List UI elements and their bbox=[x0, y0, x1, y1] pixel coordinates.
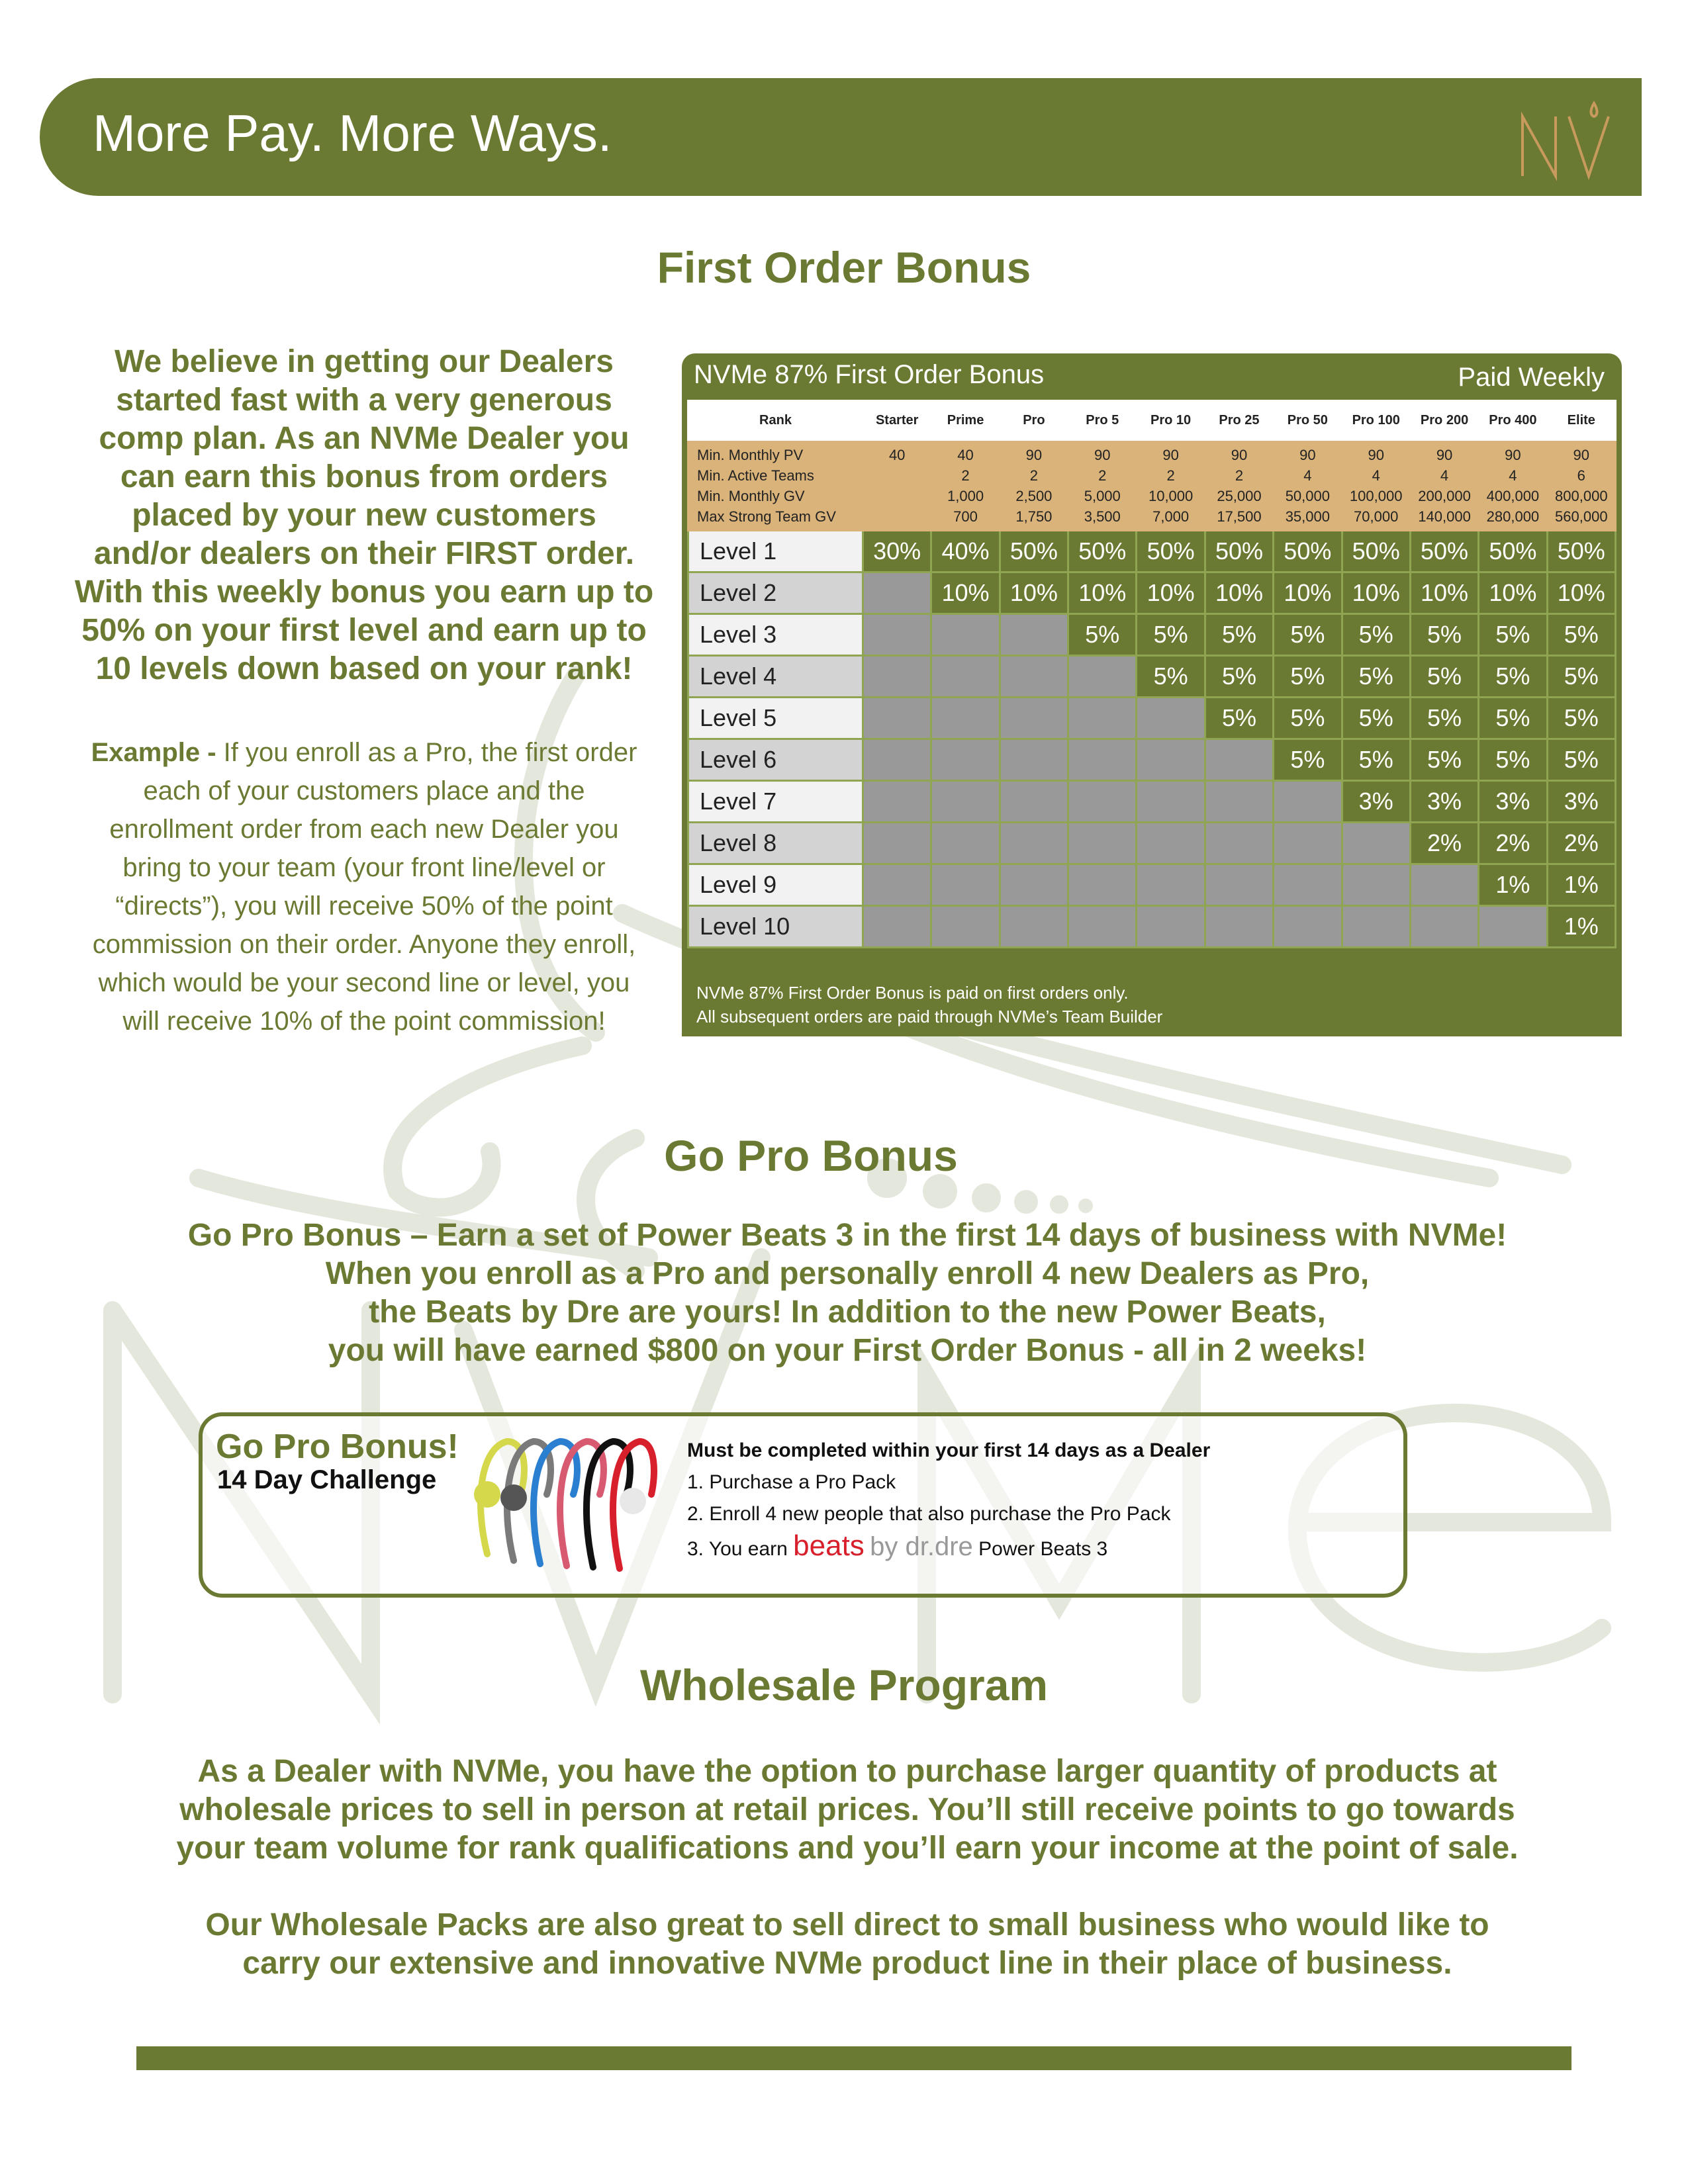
nv-logo-icon bbox=[1516, 90, 1615, 183]
first-order-title: First Order Bonus bbox=[657, 243, 1031, 292]
empty-cell bbox=[1205, 823, 1273, 864]
bonus-percent-cell: 2% bbox=[1410, 823, 1478, 864]
level-label: Level 2 bbox=[688, 572, 863, 614]
bonus-percent-cell: 2% bbox=[1479, 823, 1547, 864]
empty-cell bbox=[1068, 656, 1137, 698]
empty-cell bbox=[931, 906, 1000, 948]
table-footer-line: NVMe 87% First Order Bonus is paid on first orders only. bbox=[696, 983, 1129, 1003]
first-order-bonus-table bbox=[682, 353, 1622, 1036]
requirements-row bbox=[688, 440, 1616, 531]
level-label: Level 4 bbox=[688, 656, 863, 698]
rank-column-header: Prime bbox=[931, 401, 1000, 440]
requirement-value: 4 bbox=[1509, 467, 1517, 484]
intro-line: We believe in getting our Dealers bbox=[115, 344, 614, 379]
empty-cell bbox=[1410, 906, 1478, 948]
bonus-percent-cell: 5% bbox=[1274, 739, 1342, 781]
empty-cell bbox=[1068, 781, 1137, 823]
example-line: each of your customers place and the bbox=[143, 776, 585, 805]
wholesale-line: As a Dealer with NVMe, you have the option to purchase larger quantity of products at bbox=[197, 1754, 1497, 1789]
challenge-step: 2. Enroll 4 new people that also purchase the Pro Pack bbox=[687, 1503, 1171, 1525]
bonus-percent-cell: 50% bbox=[1547, 531, 1615, 572]
bonus-percent-cell: 5% bbox=[1479, 656, 1547, 698]
requirement-label: Min. Active Teams bbox=[697, 467, 814, 484]
beats-logo: beats bbox=[793, 1529, 865, 1562]
requirement-value: 2,500 bbox=[1015, 488, 1053, 504]
empty-cell bbox=[1274, 864, 1342, 906]
empty-cell bbox=[931, 698, 1000, 739]
level-label: Level 8 bbox=[688, 823, 863, 864]
rank-header-row bbox=[688, 401, 1616, 440]
rank-column-header: Pro 400 bbox=[1479, 401, 1547, 440]
empty-cell bbox=[863, 823, 931, 864]
requirement-label: Min. Monthly GV bbox=[697, 488, 805, 504]
requirement-values bbox=[1479, 440, 1547, 531]
empty-cell bbox=[863, 781, 931, 823]
bonus-percent-cell: 5% bbox=[1547, 656, 1615, 698]
empty-cell bbox=[1205, 906, 1273, 948]
beats-by-dre-logo: by dr.dre bbox=[870, 1532, 973, 1561]
requirement-value: 2 bbox=[1166, 467, 1175, 484]
example-label: Example - bbox=[91, 738, 216, 767]
bonus-percent-cell: 10% bbox=[1410, 572, 1478, 614]
level-label: Level 9 bbox=[688, 864, 863, 906]
step3-suffix: Power Beats 3 bbox=[972, 1538, 1108, 1560]
requirement-value: 6 bbox=[1577, 467, 1585, 484]
empty-cell bbox=[1205, 781, 1273, 823]
empty-cell bbox=[863, 614, 931, 656]
bonus-percent-cell: 5% bbox=[1205, 614, 1273, 656]
table-footer bbox=[696, 981, 1162, 1028]
requirement-value: 25,000 bbox=[1217, 488, 1262, 504]
level-label: Level 10 bbox=[688, 906, 863, 948]
empty-cell bbox=[1342, 823, 1410, 864]
example-line: bring to your team (your front line/level or bbox=[122, 853, 606, 882]
example-line: which would be your second line or level, you bbox=[98, 968, 630, 997]
bonus-percent-cell: 30% bbox=[863, 531, 931, 572]
requirement-values bbox=[1342, 440, 1410, 531]
requirement-value: 2 bbox=[961, 467, 970, 484]
requirement-value: 90 bbox=[1162, 447, 1179, 463]
empty-cell bbox=[1342, 864, 1410, 906]
empty-cell bbox=[1137, 906, 1205, 948]
empty-cell bbox=[1068, 864, 1137, 906]
bonus-grid bbox=[687, 400, 1617, 948]
requirement-values bbox=[863, 440, 931, 531]
example-line: commission on their order. Anyone they enroll, bbox=[92, 930, 636, 959]
bonus-percent-cell: 10% bbox=[1068, 572, 1137, 614]
bonus-percent-cell: 10% bbox=[1547, 572, 1615, 614]
requirement-values bbox=[1547, 440, 1615, 531]
challenge-heading: Must be completed within your first 14 days as a Dealer bbox=[687, 1439, 1211, 1461]
requirement-value: 40 bbox=[957, 447, 974, 463]
bonus-percent-cell: 5% bbox=[1410, 614, 1478, 656]
empty-cell bbox=[931, 823, 1000, 864]
rank-column-header: Elite bbox=[1547, 401, 1615, 440]
bonus-percent-cell: 50% bbox=[1274, 531, 1342, 572]
empty-cell bbox=[1342, 906, 1410, 948]
bonus-percent-cell: 5% bbox=[1342, 614, 1410, 656]
level-label: Level 7 bbox=[688, 781, 863, 823]
requirement-value: 17,500 bbox=[1217, 508, 1262, 525]
empty-cell bbox=[1068, 823, 1137, 864]
level-label: Level 1 bbox=[688, 531, 863, 572]
rank-column-header: Pro 100 bbox=[1342, 401, 1410, 440]
requirement-value: 2 bbox=[1029, 467, 1039, 484]
empty-cell bbox=[1410, 864, 1478, 906]
empty-cell bbox=[863, 739, 931, 781]
bonus-percent-cell: 5% bbox=[1137, 656, 1205, 698]
bonus-percent-cell: 5% bbox=[1479, 739, 1547, 781]
bonus-percent-cell: 5% bbox=[1342, 656, 1410, 698]
level-row bbox=[688, 698, 1616, 739]
empty-cell bbox=[1274, 781, 1342, 823]
requirement-value: 10,000 bbox=[1148, 488, 1194, 504]
empty-cell bbox=[1000, 656, 1068, 698]
requirement-value: 90 bbox=[1436, 447, 1453, 463]
requirement-label: Min. Monthly PV bbox=[697, 447, 804, 463]
level-row bbox=[688, 906, 1616, 948]
bonus-percent-cell: 10% bbox=[1137, 572, 1205, 614]
example-line: “directs”), you will receive 50% of the point bbox=[115, 891, 613, 921]
requirement-values bbox=[1068, 440, 1137, 531]
requirement-value bbox=[864, 465, 930, 486]
requirement-value: 90 bbox=[1025, 447, 1043, 463]
bonus-percent-cell: 2% bbox=[1547, 823, 1615, 864]
empty-cell bbox=[1000, 614, 1068, 656]
empty-cell bbox=[863, 906, 931, 948]
bonus-percent-cell: 5% bbox=[1137, 614, 1205, 656]
empty-cell bbox=[1137, 823, 1205, 864]
bonus-percent-cell: 5% bbox=[1342, 739, 1410, 781]
empty-cell bbox=[1068, 739, 1137, 781]
bonus-percent-cell: 5% bbox=[1205, 656, 1273, 698]
bonus-percent-cell: 5% bbox=[1479, 614, 1547, 656]
requirement-value: 35,000 bbox=[1285, 508, 1330, 525]
rank-column-header: Pro 200 bbox=[1410, 401, 1478, 440]
empty-cell bbox=[1137, 781, 1205, 823]
intro-line: 50% on your first level and earn up to bbox=[81, 613, 647, 648]
bonus-percent-cell: 5% bbox=[1410, 698, 1478, 739]
requirement-value: 90 bbox=[1573, 447, 1590, 463]
wholesale-paragraph-2 bbox=[66, 1906, 1628, 1983]
bonus-percent-cell: 3% bbox=[1410, 781, 1478, 823]
bonus-percent-cell: 10% bbox=[1274, 572, 1342, 614]
requirement-value: 90 bbox=[1094, 447, 1111, 463]
wholesale-line: carry our extensive and innovative NVMe product line in their place of business. bbox=[242, 1946, 1452, 1981]
example-line: enrollment order from each new Dealer you bbox=[109, 815, 619, 844]
bonus-percent-cell: 10% bbox=[1000, 572, 1068, 614]
go-pro-description bbox=[66, 1216, 1628, 1370]
bonus-percent-cell: 10% bbox=[1205, 572, 1273, 614]
bonus-percent-cell: 5% bbox=[1205, 698, 1273, 739]
bonus-percent-cell: 50% bbox=[1205, 531, 1273, 572]
empty-cell bbox=[863, 698, 931, 739]
requirements-labels bbox=[688, 440, 863, 531]
empty-cell bbox=[1000, 698, 1068, 739]
bonus-percent-cell: 50% bbox=[1342, 531, 1410, 572]
intro-line: 10 levels down based on your rank! bbox=[95, 651, 633, 686]
empty-cell bbox=[863, 656, 931, 698]
empty-cell bbox=[931, 739, 1000, 781]
level-row bbox=[688, 656, 1616, 698]
intro-line: started fast with a very generous bbox=[116, 383, 612, 418]
requirement-label: Max Strong Team GV bbox=[697, 508, 836, 525]
empty-cell bbox=[1000, 781, 1068, 823]
rank-column-header: Pro bbox=[1000, 401, 1068, 440]
intro-line: With this weekly bonus you earn up to bbox=[74, 574, 654, 610]
go-pro-title: Go Pro Bonus bbox=[664, 1131, 958, 1180]
go-pro-line: you will have earned $800 on your First Order Bonus - all in 2 weeks! bbox=[328, 1333, 1367, 1368]
requirement-value: 90 bbox=[1368, 447, 1384, 463]
empty-cell bbox=[1274, 823, 1342, 864]
bonus-percent-cell: 5% bbox=[1479, 698, 1547, 739]
bonus-percent-cell: 5% bbox=[1547, 739, 1615, 781]
requirement-value: 4 bbox=[1440, 467, 1449, 484]
empty-cell bbox=[1479, 906, 1547, 948]
requirement-value: 3,500 bbox=[1084, 508, 1121, 525]
requirement-values bbox=[1205, 440, 1273, 531]
table-title: NVMe 87% First Order Bonus bbox=[694, 360, 1045, 389]
requirement-value: 40 bbox=[888, 447, 906, 463]
requirement-value: 90 bbox=[1299, 447, 1316, 463]
bonus-percent-cell: 50% bbox=[1000, 531, 1068, 572]
header-banner bbox=[40, 78, 1642, 196]
bonus-percent-cell: 50% bbox=[1068, 531, 1137, 572]
empty-cell bbox=[931, 864, 1000, 906]
empty-cell bbox=[1205, 864, 1273, 906]
requirement-value: 700 bbox=[953, 508, 978, 525]
empty-cell bbox=[1137, 864, 1205, 906]
bonus-percent-cell: 50% bbox=[1137, 531, 1205, 572]
wholesale-line: your team volume for rank qualifications and you’ll earn your income at the point of sale. bbox=[176, 1831, 1519, 1866]
step3-prefix: 3. You earn bbox=[687, 1538, 794, 1560]
footer-bar bbox=[136, 2046, 1571, 2070]
empty-cell bbox=[1000, 906, 1068, 948]
empty-cell bbox=[1137, 698, 1205, 739]
wholesale-title: Wholesale Program bbox=[639, 1661, 1049, 1709]
example-paragraph bbox=[60, 733, 669, 1040]
intro-line: comp plan. As an NVMe Dealer you bbox=[99, 421, 630, 456]
requirement-value: 4 bbox=[1303, 467, 1312, 484]
bonus-percent-cell: 3% bbox=[1547, 781, 1615, 823]
bonus-percent-cell: 40% bbox=[931, 531, 1000, 572]
requirement-value: 90 bbox=[1231, 447, 1248, 463]
empty-cell bbox=[1274, 906, 1342, 948]
requirement-value: 5,000 bbox=[1084, 488, 1121, 504]
requirement-value: 2 bbox=[1235, 467, 1244, 484]
bonus-percent-cell: 5% bbox=[1547, 614, 1615, 656]
requirement-value: 1,750 bbox=[1015, 508, 1053, 525]
empty-cell bbox=[1000, 864, 1068, 906]
level-label: Level 3 bbox=[688, 614, 863, 656]
requirement-value: 280,000 bbox=[1486, 508, 1540, 525]
level-row bbox=[688, 864, 1616, 906]
bonus-percent-cell: 5% bbox=[1068, 614, 1137, 656]
go-pro-line: Go Pro Bonus – Earn a set of Power Beats 3 in the first 14 days of business with NVMe! bbox=[187, 1218, 1507, 1253]
page-title: More Pay. More Ways. bbox=[93, 104, 612, 162]
requirement-values bbox=[1000, 440, 1068, 531]
bonus-percent-cell: 3% bbox=[1479, 781, 1547, 823]
go-pro-line: the Beats by Dre are yours! In addition to the new Power Beats, bbox=[369, 1295, 1326, 1330]
wholesale-line: wholesale prices to sell in person at retail prices. You’ll still receive points to go towards bbox=[179, 1792, 1515, 1827]
bonus-percent-cell: 50% bbox=[1410, 531, 1478, 572]
bonus-percent-cell: 5% bbox=[1410, 739, 1478, 781]
rank-column-header: Pro 10 bbox=[1137, 401, 1205, 440]
requirement-value: 800,000 bbox=[1555, 488, 1608, 504]
level-row bbox=[688, 781, 1616, 823]
requirement-value: 50,000 bbox=[1285, 488, 1330, 504]
paid-weekly-label: Paid Weekly bbox=[1458, 363, 1605, 392]
empty-cell bbox=[863, 572, 931, 614]
empty-cell bbox=[931, 781, 1000, 823]
requirement-value: 200,000 bbox=[1418, 488, 1471, 504]
rank-column-header: Pro 25 bbox=[1205, 401, 1273, 440]
bonus-percent-cell: 5% bbox=[1410, 656, 1478, 698]
requirement-values bbox=[1137, 440, 1205, 531]
bonus-percent-cell: 1% bbox=[1547, 906, 1615, 948]
empty-cell bbox=[1068, 906, 1137, 948]
requirement-value: 140,000 bbox=[1418, 508, 1471, 525]
requirement-values bbox=[931, 440, 1000, 531]
headphones-icon bbox=[467, 1422, 666, 1587]
rank-column-header: Pro 5 bbox=[1068, 401, 1137, 440]
bonus-percent-cell: 5% bbox=[1274, 656, 1342, 698]
wholesale-paragraph-1 bbox=[66, 1752, 1628, 1868]
empty-cell bbox=[1137, 739, 1205, 781]
empty-cell bbox=[1205, 739, 1273, 781]
empty-cell bbox=[931, 656, 1000, 698]
example-line: If you enroll as a Pro, the first order bbox=[216, 738, 637, 767]
requirement-value bbox=[864, 486, 930, 506]
bonus-percent-cell: 5% bbox=[1274, 614, 1342, 656]
bonus-percent-cell: 3% bbox=[1342, 781, 1410, 823]
requirement-value: 70,000 bbox=[1354, 508, 1399, 525]
level-row bbox=[688, 823, 1616, 864]
challenge-step bbox=[687, 1530, 1210, 1565]
challenge-step: 1. Purchase a Pro Pack bbox=[687, 1471, 896, 1493]
level-label: Level 5 bbox=[688, 698, 863, 739]
level-label: Level 6 bbox=[688, 739, 863, 781]
first-order-intro bbox=[60, 343, 669, 688]
challenge-steps bbox=[687, 1435, 1210, 1565]
intro-line: placed by your new customers bbox=[132, 498, 596, 533]
level-row bbox=[688, 614, 1616, 656]
empty-cell bbox=[1068, 698, 1137, 739]
requirement-value: 1,000 bbox=[947, 488, 984, 504]
bonus-percent-cell: 50% bbox=[1479, 531, 1547, 572]
rank-column-header: Starter bbox=[863, 401, 931, 440]
requirement-value: 560,000 bbox=[1555, 508, 1608, 525]
requirement-value bbox=[864, 506, 930, 527]
level-row bbox=[688, 739, 1616, 781]
challenge-subtitle: 14 Day Challenge bbox=[217, 1465, 437, 1494]
rank-column-header: Pro 50 bbox=[1274, 401, 1342, 440]
table-footer-line: All subsequent orders are paid through NVMe’s Team Builder bbox=[696, 1007, 1163, 1026]
intro-line: and/or dealers on their FIRST order. bbox=[93, 536, 635, 571]
requirement-value: 2 bbox=[1098, 467, 1107, 484]
empty-cell bbox=[863, 864, 931, 906]
wholesale-line: Our Wholesale Packs are also great to sell direct to small business who would like to bbox=[205, 1907, 1489, 1942]
bonus-percent-cell: 10% bbox=[1479, 572, 1547, 614]
challenge-title: Go Pro Bonus! bbox=[216, 1428, 459, 1466]
requirement-value: 7,000 bbox=[1152, 508, 1190, 525]
level-row bbox=[688, 572, 1616, 614]
example-line: will receive 10% of the point commission! bbox=[122, 1007, 606, 1036]
bonus-percent-cell: 1% bbox=[1479, 864, 1547, 906]
requirement-value: 400,000 bbox=[1486, 488, 1540, 504]
requirement-values bbox=[1410, 440, 1478, 531]
requirement-value: 90 bbox=[1505, 447, 1521, 463]
requirement-value: 100,000 bbox=[1349, 488, 1403, 504]
requirement-values bbox=[1274, 440, 1342, 531]
requirement-value: 4 bbox=[1372, 467, 1380, 484]
go-pro-line: When you enroll as a Pro and personally enroll 4 new Dealers as Pro, bbox=[325, 1256, 1370, 1291]
bonus-percent-cell: 10% bbox=[1342, 572, 1410, 614]
intro-line: can earn this bonus from orders bbox=[120, 459, 608, 494]
empty-cell bbox=[931, 614, 1000, 656]
bonus-percent-cell: 5% bbox=[1547, 698, 1615, 739]
level-row bbox=[688, 531, 1616, 572]
bonus-percent-cell: 5% bbox=[1342, 698, 1410, 739]
empty-cell bbox=[1000, 739, 1068, 781]
empty-cell bbox=[1000, 823, 1068, 864]
bonus-percent-cell: 5% bbox=[1274, 698, 1342, 739]
rank-header: Rank bbox=[688, 401, 863, 440]
bonus-percent-cell: 10% bbox=[931, 572, 1000, 614]
challenge-box bbox=[199, 1412, 1407, 1598]
bonus-percent-cell: 1% bbox=[1547, 864, 1615, 906]
